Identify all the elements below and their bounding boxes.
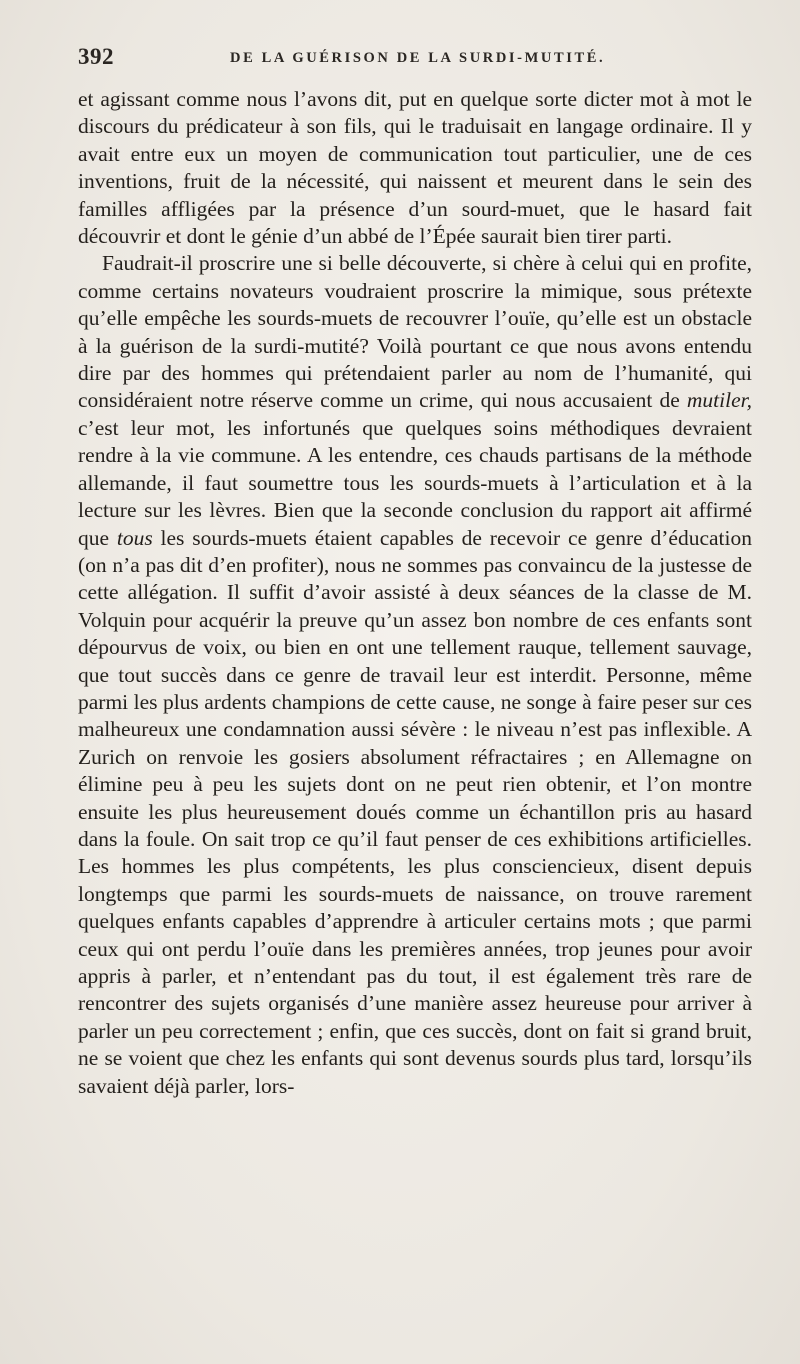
italic-word-tous: tous bbox=[116, 525, 153, 550]
paragraph-1: et agissant comme nous l’avons dit, put en quelque sorte dicter mot à mot le discours du prédicateur à son fils, qui le traduisait en langage ordinaire. Il y avait entre eux un moyen de communication tout particulier, une de ces inventions, fruit de la nécessité, qui naissent et meurent dans le sein des familles affligées par la présence d’un sourd-muet, que le hasard fait découvrir et dont le génie d’un abbé de l’Épée saurait bien tirer parti. bbox=[78, 87, 752, 249]
page-number: 392 bbox=[78, 44, 114, 69]
paragraph-2-part-c: les sourds-muets étaient capables de recevoir ce genre d’éducation (on n’a pas dit d’en profiter), nous ne sommes pas convaincu de la justesse de cette allégation. Il suffit d’avoir assisté à deux séances de la classe de M. Volquin pour acquérir la preuve qu’un assez bon nombre de ces enfants sont dépourvus de voix, ou bien en ont une tellement rauque, tellement sauvage, que tout succès dans ce genre de travail leur est interdit. Personne, même parmi les plus ardents champions de cette cause, ne songe à faire peser sur ces malheureux une condamnation aussi sévère : le niveau n’est pas inflexible. A Zurich on renvoie les gosiers absolument réfractaires ; en Allemagne on élimine peu à peu les sujets dont on ne peut rien obtenir, et l’on montre ensuite les plus heureusement doués comme un échantillon pris au hasard dans la foule. On sait trop ce qu’il faut penser de ces exhibitions artificielles. Les hommes les plus compétents, les plus consciencieux, disent depuis longtemps que parmi les sourds-muets de naissance, on trouve rarement quelques enfants capables d’apprendre à articuler certains mots ; que parmi ceux qui ont perdu l’ouïe dans les premières années, trop jeunes pour avoir appris à parler, et n’entendant pas du tout, il est également très rare de rencontrer des sujets organisés d’une manière assez heureuse pour arriver à parler un peu correctement ; enfin, que ces succès, dont on fait si grand bruit, ne se voient que chez les enfants qui sont devenus sourds plus tard, lorsqu’ils savaient déjà parler, lors- bbox=[78, 525, 752, 1098]
body-text bbox=[78, 86, 752, 1100]
page-header bbox=[78, 44, 746, 74]
paragraph-2-part-a: Faudrait-il proscrire une si belle découverte, si chère à celui qui en profite, comme certains novateurs voudraient proscrire la mimique, sous prétexte qu’elle empêche les sourds-muets de recouvrer l’ouïe, qu’elle est un obstacle à la guérison de la surdi-mutité? Voilà pourtant ce que nous avons entendu dire par des hommes qui prétendaient parler au nom de l’humanité, qui considéraient notre réserve comme un crime, qui nous accusaient de bbox=[78, 251, 752, 413]
paragraph-2-part-b: c’est leur mot, les infortunés que quelques soins méthodiques devraient rendre à la vie commune. A les entendre, ces chauds partisans de la méthode allemande, il faut soumettre tous les sourds-muets à l’articulation et à la lecture sur les lèvres. Bien que la seconde conclusion du rapport ait affirmé que bbox=[78, 415, 752, 550]
paragraph-2 bbox=[78, 250, 752, 1100]
running-title: DE LA GUÉRISON DE LA SURDI-MUTITÉ. bbox=[230, 50, 606, 66]
italic-word-mutiler: mutiler, bbox=[686, 388, 752, 413]
